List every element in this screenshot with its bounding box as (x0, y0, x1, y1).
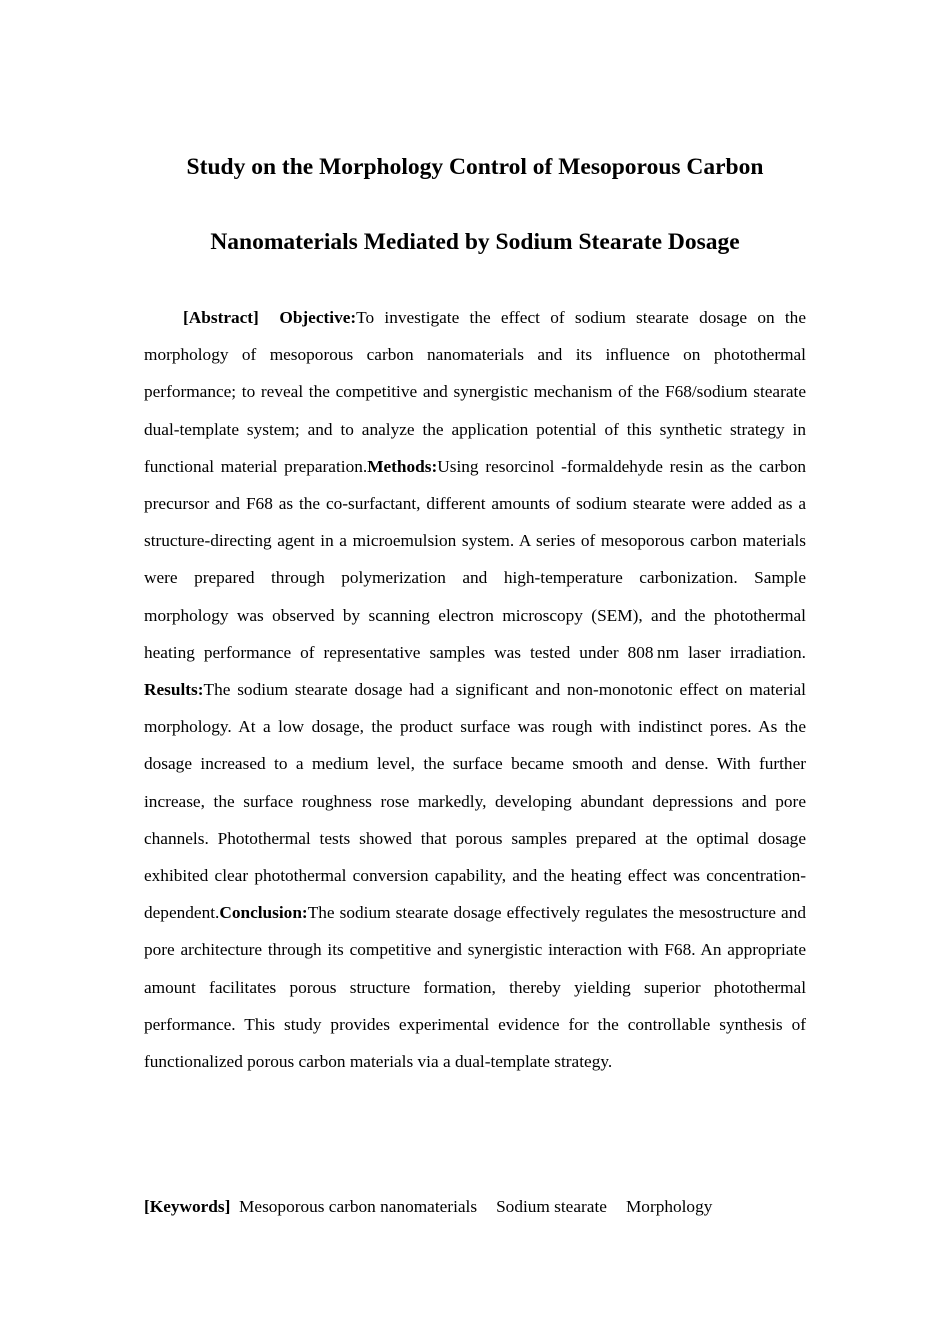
results-text: The sodium stearate dosage had a significant and non-monotonic effect on material morphology. At a low dosage, the product surface was rough with indistinct pores. As the dosage increased to a medium level, the surface became smooth and dense. With further increase, the surface roughness rose markedly, developing abundant depressions and pore channels. Photothermal tests showed that porous samples prepared at the optimal dosage exhibited clear photothermal conversion capability, and the heating effect was concentration-dependent. (144, 680, 806, 923)
keyword-item: Mesoporous carbon nanomaterials (239, 1197, 478, 1216)
keywords-line (144, 1192, 844, 1222)
objective-text: To investigate the effect of sodium stearate dosage on the morphology of mesoporous carbon nanomaterials and its influence on photothermal performance; to reveal the competitive and synergistic mechanism of the F68/sodium stearate dual-template system; and to analyze the application potential of this synthetic strategy in functional material preparation. (144, 308, 806, 476)
conclusion-label: Conclusion: (219, 903, 308, 923)
abstract-label: [Abstract] (183, 308, 259, 327)
paper-title-line-2: Nanomaterials Mediated by Sodium Stearate Dosage (210, 229, 740, 255)
keywords-label: [Keywords] (144, 1197, 231, 1216)
results-label: Results: (144, 680, 204, 700)
abstract-paragraph (144, 299, 806, 1080)
methods-text: Using resorcinol -formaldehyde resin as the carbon precursor and F68 as the co-surfactant, different amounts of sodium stearate were added as a structure-directing agent in a microemulsion system. A series of mesoporous carbon materials were prepared through polymerization and high-temperature carbonization. Sample morphology was observed by scanning electron microscopy (SEM), and the photothermal heating performance of representative samples was tested under 808 nm laser irradiation. (144, 456, 806, 662)
keyword-item: Sodium stearate (496, 1197, 607, 1216)
objective-label: Objective: (279, 308, 357, 327)
paper-title-line-1: Study on the Morphology Control of Mesoporous Carbon (186, 154, 764, 180)
keyword-item: Morphology (625, 1197, 713, 1216)
conclusion-text: The sodium stearate dosage effectively regulates the mesostructure and pore architecture through its competitive and synergistic interaction with F68. An appropriate amount facilitates porous structure formation, thereby yielding superior photothermal performance. This study provides experimental evidence for the controllable synthesis of functionalized porous carbon materials via a dual-template strategy. (144, 903, 806, 1072)
methods-label: Methods: (367, 456, 438, 476)
